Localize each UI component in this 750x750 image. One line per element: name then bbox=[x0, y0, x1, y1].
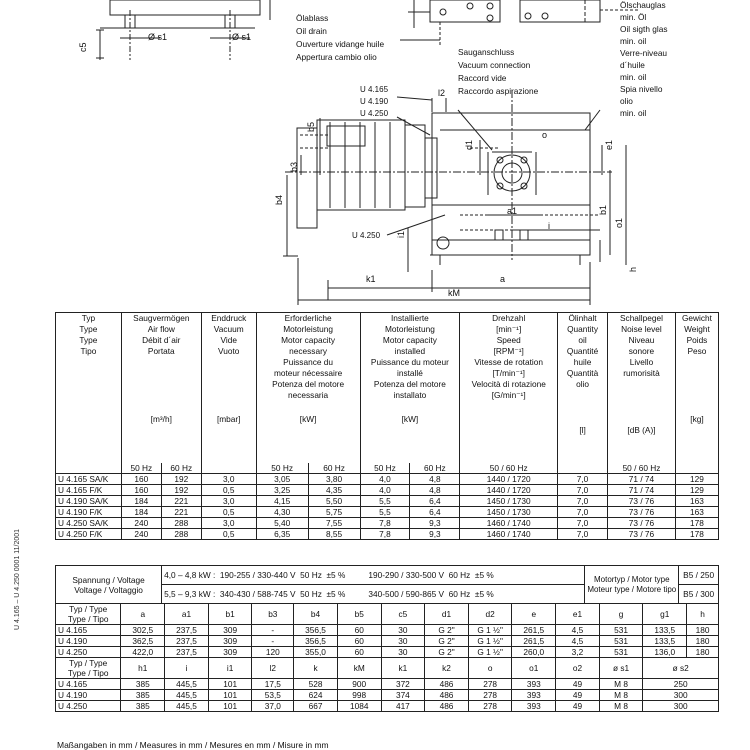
header-airflow: Saugvermögen Air flow Débit d´air Portata [m³/h] bbox=[121, 313, 201, 463]
spec-row bbox=[56, 517, 719, 528]
header-motor-installed: Installierte Motorleistung Motor capacity installed Puissance du moteur installé Potenza del motore installato [kW] bbox=[360, 313, 460, 463]
cell: 7,0 bbox=[558, 473, 608, 484]
cell: 3,25 bbox=[256, 484, 308, 495]
cell: 261,5 bbox=[512, 636, 556, 647]
header-weight: Gewicht Weight Poids Peso [kg] bbox=[675, 313, 718, 463]
dim-header: o2 bbox=[556, 658, 600, 679]
cell: 6,4 bbox=[410, 495, 460, 506]
oil-drain-label: Ouverture vidange huile bbox=[296, 39, 385, 49]
cell: 528 bbox=[294, 679, 338, 690]
cell: 5,5 bbox=[360, 506, 410, 517]
dim-header: k1 bbox=[381, 658, 425, 679]
voltage-label-line: Spannung / Voltage bbox=[72, 574, 145, 585]
dim-label: b3 bbox=[289, 161, 299, 172]
cell: 7,0 bbox=[558, 484, 608, 495]
cell: 486 bbox=[425, 690, 469, 701]
motor-type-line: Motortyp / Motor type bbox=[593, 574, 670, 584]
dim-row bbox=[56, 701, 719, 712]
cell: 393 bbox=[512, 690, 556, 701]
model-label: U 4.250 bbox=[360, 109, 389, 118]
cell: 101 bbox=[208, 690, 252, 701]
cell: U 4.165 bbox=[56, 679, 121, 690]
cell: 178 bbox=[675, 517, 718, 528]
vacuum-connection-label: Raccordo aspirazione bbox=[458, 86, 539, 96]
cell: 0,5 bbox=[201, 506, 256, 517]
cell: 0,5 bbox=[201, 484, 256, 495]
dim-header: c5 bbox=[381, 604, 425, 625]
cell: 0,5 bbox=[201, 528, 256, 539]
cell: 6,35 bbox=[256, 528, 308, 539]
cell: 4,0 bbox=[360, 484, 410, 495]
cell: 3,0 bbox=[201, 495, 256, 506]
cell: 49 bbox=[556, 690, 600, 701]
hz-cell: 60 Hz bbox=[161, 463, 201, 474]
spec-row bbox=[56, 506, 719, 517]
cell: 4,8 bbox=[410, 473, 460, 484]
cell: U 4.190 SA/K bbox=[56, 495, 122, 506]
oil-drain-label: Appertura cambio olio bbox=[296, 52, 377, 62]
cell: 7,8 bbox=[360, 528, 410, 539]
oil-glass-label: min. oil bbox=[620, 72, 647, 82]
cell: 4,15 bbox=[256, 495, 308, 506]
dim-label: Ø s1 bbox=[232, 32, 252, 42]
cell: M 8 bbox=[599, 690, 643, 701]
cell: 60 bbox=[337, 636, 381, 647]
cell: 261,5 bbox=[512, 625, 556, 636]
cell: 180 bbox=[687, 636, 719, 647]
cell: G 1 ½" bbox=[468, 647, 512, 658]
oil-drain-label: Ölablass bbox=[296, 13, 329, 23]
cell: 4,8 bbox=[410, 484, 460, 495]
header-type: Typ Type Type Tipo bbox=[56, 313, 122, 463]
dim-label: kM bbox=[448, 288, 460, 298]
cell: 300 bbox=[643, 701, 719, 712]
motor-type-label bbox=[585, 566, 679, 604]
cell: 30 bbox=[381, 647, 425, 658]
cell: 192 bbox=[161, 473, 201, 484]
header-noise: Schallpegel Noise level Niveau sonore Livello rumorisità [dB (A)] bbox=[608, 313, 676, 463]
cell: 73 / 76 bbox=[608, 517, 676, 528]
cell: M 8 bbox=[599, 679, 643, 690]
cell: U 4.250 bbox=[56, 701, 121, 712]
cell: 30 bbox=[381, 636, 425, 647]
cell: 309 bbox=[208, 647, 252, 658]
cell: 486 bbox=[425, 701, 469, 712]
cell: 393 bbox=[512, 701, 556, 712]
cell: 288 bbox=[161, 528, 201, 539]
dim-row bbox=[56, 690, 719, 701]
dim-label: b5 bbox=[306, 121, 316, 132]
spec-table bbox=[55, 312, 719, 540]
cell: 372 bbox=[381, 679, 425, 690]
dim-label: h bbox=[628, 266, 638, 272]
hz-empty bbox=[675, 463, 718, 474]
cell: 998 bbox=[337, 690, 381, 701]
cell: 900 bbox=[337, 679, 381, 690]
dim-row bbox=[56, 636, 719, 647]
motor-terminal-box bbox=[327, 126, 365, 146]
cell: 133,5 bbox=[643, 636, 687, 647]
cell: 531 bbox=[599, 625, 643, 636]
cell: 237,5 bbox=[165, 625, 209, 636]
hz-cell: 50 / 60 Hz bbox=[608, 463, 676, 474]
cell: G 2" bbox=[425, 636, 469, 647]
cell: 1460 / 1740 bbox=[460, 517, 558, 528]
cell: 101 bbox=[208, 701, 252, 712]
cell: 163 bbox=[675, 506, 718, 517]
cell: 1450 / 1730 bbox=[460, 495, 558, 506]
voltage-table bbox=[55, 565, 719, 604]
cell: 3,0 bbox=[201, 517, 256, 528]
header-motor-required: Erforderliche Motorleistung Motor capacity necessary Puissance du moteur nécessaire Potenza del motore necessaria [kW] bbox=[256, 313, 360, 463]
hz-cell: 50 / 60 Hz bbox=[460, 463, 558, 474]
cell: 356,5 bbox=[294, 625, 338, 636]
hz-empty bbox=[558, 463, 608, 474]
cell: 374 bbox=[381, 690, 425, 701]
dim-header: o bbox=[468, 658, 512, 679]
dimension-table bbox=[55, 603, 719, 712]
header-vacuum: Enddruck Vacuum Vide Vuoto [mbar] bbox=[201, 313, 256, 463]
dim-header-row bbox=[56, 604, 719, 625]
cell: 60 bbox=[337, 625, 381, 636]
cell: 73 / 76 bbox=[608, 528, 676, 539]
cell: 240 bbox=[121, 528, 161, 539]
dim-header: l2 bbox=[252, 658, 294, 679]
voltage-label bbox=[56, 566, 162, 604]
oil-drain-label: Oil drain bbox=[296, 26, 327, 36]
measures-note: Maßangaben in mm / Measures in mm / Mesures en mm / Misure in mm bbox=[57, 740, 329, 750]
cell: 531 bbox=[599, 636, 643, 647]
header-oil: Ölinhalt Quantity oil Quantité huile Quantità olio [l] bbox=[558, 313, 608, 463]
cell: 302,5 bbox=[121, 625, 165, 636]
dim-header: a1 bbox=[165, 604, 209, 625]
cell: G 2" bbox=[425, 625, 469, 636]
cell: 250 bbox=[643, 679, 719, 690]
cell: 184 bbox=[121, 495, 161, 506]
motor-flange-type: B5 / 300 bbox=[679, 585, 719, 604]
cell: 667 bbox=[294, 701, 338, 712]
dim-header: ø s2 bbox=[643, 658, 719, 679]
motor-flange-type: B5 / 250 bbox=[679, 566, 719, 585]
cell: 5,50 bbox=[308, 495, 360, 506]
dim-header: b4 bbox=[294, 604, 338, 625]
dim-header: Typ / Type Type / Tipo bbox=[56, 604, 121, 625]
dim-header: g bbox=[599, 604, 643, 625]
hz-cell: 50 Hz bbox=[256, 463, 308, 474]
dim-label: o bbox=[542, 130, 548, 140]
cell: - bbox=[252, 636, 294, 647]
cell: U 4.165 SA/K bbox=[56, 473, 122, 484]
cell: 53,5 bbox=[252, 690, 294, 701]
technical-drawing bbox=[0, 0, 750, 312]
cell: 445,5 bbox=[165, 701, 209, 712]
hz-cell: 50 Hz bbox=[121, 463, 161, 474]
oil-glass-label: Verre-niveau bbox=[620, 48, 668, 58]
cell: 221 bbox=[161, 506, 201, 517]
cell: 445,5 bbox=[165, 690, 209, 701]
cell: 260,0 bbox=[512, 647, 556, 658]
dim-header: o1 bbox=[512, 658, 556, 679]
voltage-label-line: Voltage / Voltaggio bbox=[74, 584, 143, 595]
cell: 180 bbox=[687, 647, 719, 658]
dim-header: b5 bbox=[337, 604, 381, 625]
cell: U 4.190 bbox=[56, 636, 121, 647]
cell: 309 bbox=[208, 636, 252, 647]
cell: G 2" bbox=[425, 647, 469, 658]
cell: 7,8 bbox=[360, 517, 410, 528]
dim-header: d2 bbox=[468, 604, 512, 625]
dim-label: e1 bbox=[604, 139, 614, 150]
cell: 5,40 bbox=[256, 517, 308, 528]
spec-row bbox=[56, 528, 719, 539]
cell: 5,75 bbox=[308, 506, 360, 517]
cell: 30 bbox=[381, 625, 425, 636]
cell: 8,55 bbox=[308, 528, 360, 539]
document-code-text: U 4.165 – U 4.250 0001 11/2001 bbox=[14, 528, 21, 630]
cell: 5,5 bbox=[360, 495, 410, 506]
dim-header: kM bbox=[337, 658, 381, 679]
cell: 7,0 bbox=[558, 495, 608, 506]
dim-label: a1 bbox=[507, 206, 518, 216]
cell: U 4.165 F/K bbox=[56, 484, 122, 495]
dim-header: a bbox=[121, 604, 165, 625]
cell: 288 bbox=[161, 517, 201, 528]
cell: 49 bbox=[556, 701, 600, 712]
dim-label: Ø s1 bbox=[148, 32, 168, 42]
hz-cell: 60 Hz bbox=[308, 463, 360, 474]
vacuum-connection-label: Raccord vide bbox=[458, 73, 507, 83]
hz-cell: 50 Hz bbox=[360, 463, 410, 474]
dim-header: d1 bbox=[425, 604, 469, 625]
dim-label: o1 bbox=[614, 217, 624, 228]
motor-type-line: Moteur type / Motore tipo bbox=[587, 584, 677, 594]
cell: 178 bbox=[675, 528, 718, 539]
cell: 422,0 bbox=[121, 647, 165, 658]
cell: 385 bbox=[121, 690, 165, 701]
dim-header: k bbox=[294, 658, 338, 679]
dim-label: a bbox=[500, 274, 506, 284]
hz-cell: 60 Hz bbox=[410, 463, 460, 474]
cell: 73 / 76 bbox=[608, 495, 676, 506]
cell: 1440 / 1720 bbox=[460, 484, 558, 495]
cell: 129 bbox=[675, 473, 718, 484]
dim-header: h bbox=[687, 604, 719, 625]
cell: 300 bbox=[643, 690, 719, 701]
cell: 445,5 bbox=[165, 679, 209, 690]
oil-glass-label: Spia nivello bbox=[620, 84, 663, 94]
cell: 101 bbox=[208, 679, 252, 690]
motor-flange bbox=[297, 128, 317, 228]
cell: 6,4 bbox=[410, 506, 460, 517]
dim-label: b4 bbox=[274, 194, 284, 205]
dim-header-row bbox=[56, 658, 719, 679]
cell: 7,0 bbox=[558, 528, 608, 539]
cell: 4,5 bbox=[556, 625, 600, 636]
dim-label: c5 bbox=[78, 42, 88, 52]
cell: 385 bbox=[121, 701, 165, 712]
dim-label: d1 bbox=[464, 139, 474, 150]
cell: 71 / 74 bbox=[608, 484, 676, 495]
dim-header: e1 bbox=[556, 604, 600, 625]
hz-empty bbox=[201, 463, 256, 474]
cell: 309 bbox=[208, 625, 252, 636]
cell: 221 bbox=[161, 495, 201, 506]
spec-row bbox=[56, 473, 719, 484]
dim-header: i bbox=[165, 658, 209, 679]
dim-header: g1 bbox=[643, 604, 687, 625]
cell: 163 bbox=[675, 495, 718, 506]
dim-label: l2 bbox=[438, 88, 446, 98]
oil-drain-plug bbox=[437, 237, 449, 249]
dim-label: i bbox=[548, 221, 550, 231]
cell: 486 bbox=[425, 679, 469, 690]
dim-row bbox=[56, 679, 719, 690]
cell: 160 bbox=[121, 484, 161, 495]
cell: 624 bbox=[294, 690, 338, 701]
cell: 355,0 bbox=[294, 647, 338, 658]
cell: 60 bbox=[337, 647, 381, 658]
cell: 160 bbox=[121, 473, 161, 484]
cell: 4,5 bbox=[556, 636, 600, 647]
cell: 3,80 bbox=[308, 473, 360, 484]
cell: 362,5 bbox=[121, 636, 165, 647]
cell: 129 bbox=[675, 484, 718, 495]
dim-row bbox=[56, 647, 719, 658]
cell: U 4.250 bbox=[56, 647, 121, 658]
cell: 393 bbox=[512, 679, 556, 690]
dim-header: h1 bbox=[121, 658, 165, 679]
cell: U 4.190 F/K bbox=[56, 506, 122, 517]
cell: 180 bbox=[687, 625, 719, 636]
cell: 531 bbox=[599, 647, 643, 658]
cell: 4,30 bbox=[256, 506, 308, 517]
cell: 4,35 bbox=[308, 484, 360, 495]
cell: 3,2 bbox=[556, 647, 600, 658]
cell: 240 bbox=[121, 517, 161, 528]
cell: 7,0 bbox=[558, 506, 608, 517]
pump-housing bbox=[432, 113, 590, 255]
pump-base-partial bbox=[110, 0, 260, 15]
oil-glass-label: d´huile bbox=[620, 60, 645, 70]
dim-header: i1 bbox=[208, 658, 252, 679]
cell: 37,0 bbox=[252, 701, 294, 712]
cell: 1460 / 1740 bbox=[460, 528, 558, 539]
oil-glass-label: min. Öl bbox=[620, 12, 647, 22]
spec-row bbox=[56, 495, 719, 506]
spec-row bbox=[56, 484, 719, 495]
cell: - bbox=[252, 625, 294, 636]
cell: 1450 / 1730 bbox=[460, 506, 558, 517]
cell: 237,5 bbox=[165, 636, 209, 647]
cell: 7,55 bbox=[308, 517, 360, 528]
model-label: U 4.250 bbox=[352, 231, 381, 240]
cell: 120 bbox=[252, 647, 294, 658]
voltage-row: 4,0 – 4,8 kW : 190-255 / 330-440 V 50 Hz ±5 % 190-290 / 330-500 V 60 Hz ±5 % bbox=[162, 566, 585, 585]
cell: 9,3 bbox=[410, 528, 460, 539]
dim-header: e bbox=[512, 604, 556, 625]
cell: U 4.250 SA/K bbox=[56, 517, 122, 528]
oil-glass-label: min. oil bbox=[620, 108, 647, 118]
oil-glass-label: Oil sigth glas bbox=[620, 24, 668, 34]
cell: G 1 ½" bbox=[468, 636, 512, 647]
cell: 9,3 bbox=[410, 517, 460, 528]
header-speed: Drehzahl [min⁻¹] Speed [RPM⁻¹] Vitesse de rotation [T/min⁻¹] Velocità di rotazione [G/min⁻¹] bbox=[460, 313, 558, 463]
hz-empty bbox=[56, 463, 122, 474]
cell: 3,05 bbox=[256, 473, 308, 484]
cell: G 1 ½" bbox=[468, 625, 512, 636]
cell: 136,0 bbox=[643, 647, 687, 658]
cell: U 4.165 bbox=[56, 625, 121, 636]
cell: 49 bbox=[556, 679, 600, 690]
cell: 278 bbox=[468, 679, 512, 690]
cell: M 8 bbox=[599, 701, 643, 712]
cell: U 4.250 F/K bbox=[56, 528, 122, 539]
cell: 417 bbox=[381, 701, 425, 712]
cell: 1084 bbox=[337, 701, 381, 712]
vacuum-connection-label: Vacuum connection bbox=[458, 60, 531, 70]
oil-glass-label: olio bbox=[620, 96, 633, 106]
oil-glass-label: Ölschauglas bbox=[620, 0, 666, 10]
dim-label: i1 bbox=[396, 230, 406, 238]
cell: 278 bbox=[468, 690, 512, 701]
dim-header: k2 bbox=[425, 658, 469, 679]
dim-header: b3 bbox=[252, 604, 294, 625]
dim-label: b1 bbox=[598, 204, 608, 215]
voltage-row: 5,5 – 9,3 kW : 340-430 / 588-745 V 50 Hz ±5 % 340-500 / 590-865 V 60 Hz ±5 % bbox=[162, 585, 585, 604]
cell: 17,5 bbox=[252, 679, 294, 690]
dim-header: b1 bbox=[208, 604, 252, 625]
cell: 133,5 bbox=[643, 625, 687, 636]
cell: 356,5 bbox=[294, 636, 338, 647]
cell: 237,5 bbox=[165, 647, 209, 658]
dim-header: Typ / Type Type / Tipo bbox=[56, 658, 121, 679]
model-label: U 4.190 bbox=[360, 97, 389, 106]
dim-header: ø s1 bbox=[599, 658, 643, 679]
cell: 73 / 76 bbox=[608, 506, 676, 517]
cell: 4,0 bbox=[360, 473, 410, 484]
cell: 385 bbox=[121, 679, 165, 690]
cell: 3,0 bbox=[201, 473, 256, 484]
vacuum-connection-label: Sauganschluss bbox=[458, 47, 515, 57]
dim-label: k1 bbox=[366, 274, 376, 284]
cell: 71 / 74 bbox=[608, 473, 676, 484]
hz-row bbox=[56, 463, 719, 474]
cell: U 4.190 bbox=[56, 690, 121, 701]
cell: 184 bbox=[121, 506, 161, 517]
model-label: U 4.165 bbox=[360, 85, 389, 94]
cell: 1440 / 1720 bbox=[460, 473, 558, 484]
cell: 192 bbox=[161, 484, 201, 495]
dim-row bbox=[56, 625, 719, 636]
cell: 278 bbox=[468, 701, 512, 712]
cell: 7,0 bbox=[558, 517, 608, 528]
oil-glass-label: min. oil bbox=[620, 36, 647, 46]
